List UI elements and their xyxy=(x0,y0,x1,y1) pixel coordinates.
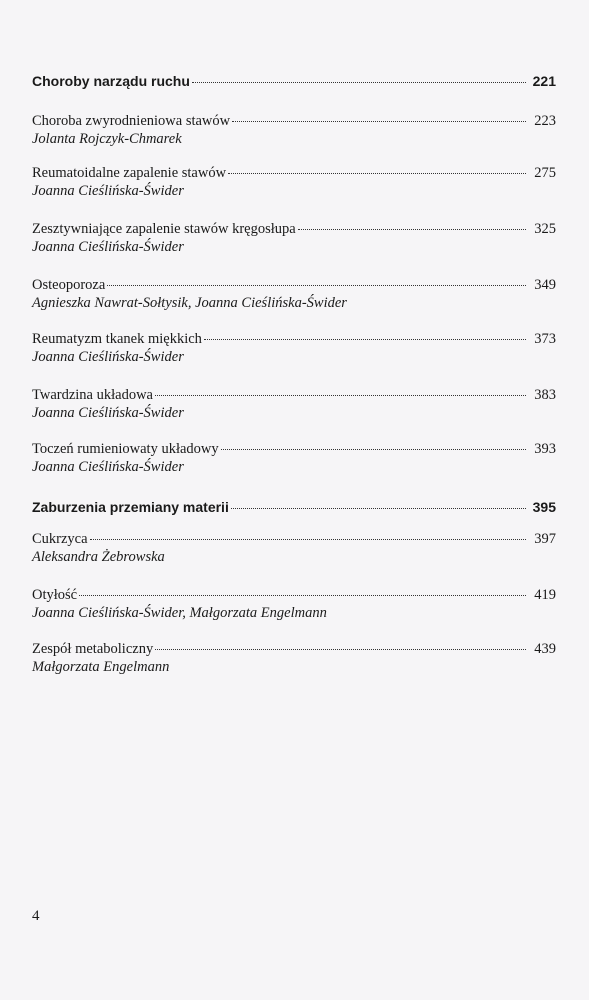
toc-entry xyxy=(32,164,556,220)
leader-dots xyxy=(231,508,526,509)
toc-page-number: 325 xyxy=(534,221,556,237)
leader-dots xyxy=(79,595,526,596)
toc-section xyxy=(32,72,556,112)
toc-entry-title: Choroba zwyrodnieniowa stawów xyxy=(32,113,231,129)
toc-entry xyxy=(32,276,556,330)
toc-entry-title: Cukrzyca xyxy=(32,531,88,547)
toc-page-number: 221 xyxy=(532,73,556,89)
toc-entry-title: Twardzina układowa xyxy=(32,387,153,403)
leader-dots xyxy=(232,121,526,122)
toc-entry xyxy=(32,220,556,276)
toc-entry-author: Agnieszka Nawrat-Sołtysik, Joanna Cieślińska-Świder xyxy=(32,295,347,311)
toc-section xyxy=(32,498,556,530)
toc-entry xyxy=(32,440,556,498)
toc-entry xyxy=(32,586,556,640)
toc-page-number: 419 xyxy=(534,587,556,603)
toc-entry-title: Osteoporoza xyxy=(32,277,106,293)
leader-dots xyxy=(90,539,526,540)
toc-section-title: Choroby narządu ruchu xyxy=(32,73,190,89)
leader-dots xyxy=(221,449,526,450)
toc-page-number: 275 xyxy=(534,165,556,181)
leader-dots xyxy=(204,339,526,340)
table-of-contents xyxy=(32,72,556,680)
toc-entry xyxy=(32,530,556,586)
toc-entry-title: Otyłość xyxy=(32,587,78,603)
toc-entry-author: Joanna Cieślińska-Świder xyxy=(32,349,184,365)
leader-dots xyxy=(192,82,526,83)
toc-entry-author: Joanna Cieślińska-Świder xyxy=(32,183,184,199)
toc-entry-author: Joanna Cieślińska-Świder xyxy=(32,405,184,421)
toc-page-number: 383 xyxy=(534,387,556,403)
toc-page-number: 373 xyxy=(534,331,556,347)
toc-section-title: Zaburzenia przemiany materii xyxy=(32,499,229,515)
toc-entry xyxy=(32,330,556,386)
toc-entry-author: Aleksandra Żebrowska xyxy=(32,549,165,565)
toc-entry-title: Zesztywniające zapalenie stawów kręgosłupa xyxy=(32,221,296,237)
toc-page-number: 349 xyxy=(534,277,556,293)
toc-entry-author: Joanna Cieślińska-Świder xyxy=(32,239,184,255)
toc-entry-title: Reumatyzm tkanek miękkich xyxy=(32,331,202,347)
toc-entry-author: Małgorzata Engelmann xyxy=(32,659,170,675)
toc-entry-title: Reumatoidalne zapalenie stawów xyxy=(32,165,227,181)
leader-dots xyxy=(155,649,526,650)
toc-page-number: 397 xyxy=(534,531,556,547)
toc-entry-author: Joanna Cieślińska-Świder xyxy=(32,459,184,475)
toc-page-number: 393 xyxy=(534,441,556,457)
toc-entry-author: Joanna Cieślińska-Świder, Małgorzata Engelmann xyxy=(32,605,327,621)
toc-page-number: 395 xyxy=(532,499,556,515)
page-number: 4 xyxy=(32,908,40,924)
toc-entry-author: Jolanta Rojczyk-Chmarek xyxy=(32,131,182,147)
leader-dots xyxy=(155,395,526,396)
toc-entry xyxy=(32,112,556,164)
toc-entry xyxy=(32,386,556,440)
leader-dots xyxy=(107,285,526,286)
toc-page-number: 223 xyxy=(534,113,556,129)
toc-entry-title: Toczeń rumieniowaty układowy xyxy=(32,441,219,457)
toc-page-number: 439 xyxy=(534,641,556,657)
toc-entry xyxy=(32,640,556,680)
leader-dots xyxy=(298,229,526,230)
leader-dots xyxy=(228,173,526,174)
toc-entry-title: Zespół metaboliczny xyxy=(32,641,154,657)
